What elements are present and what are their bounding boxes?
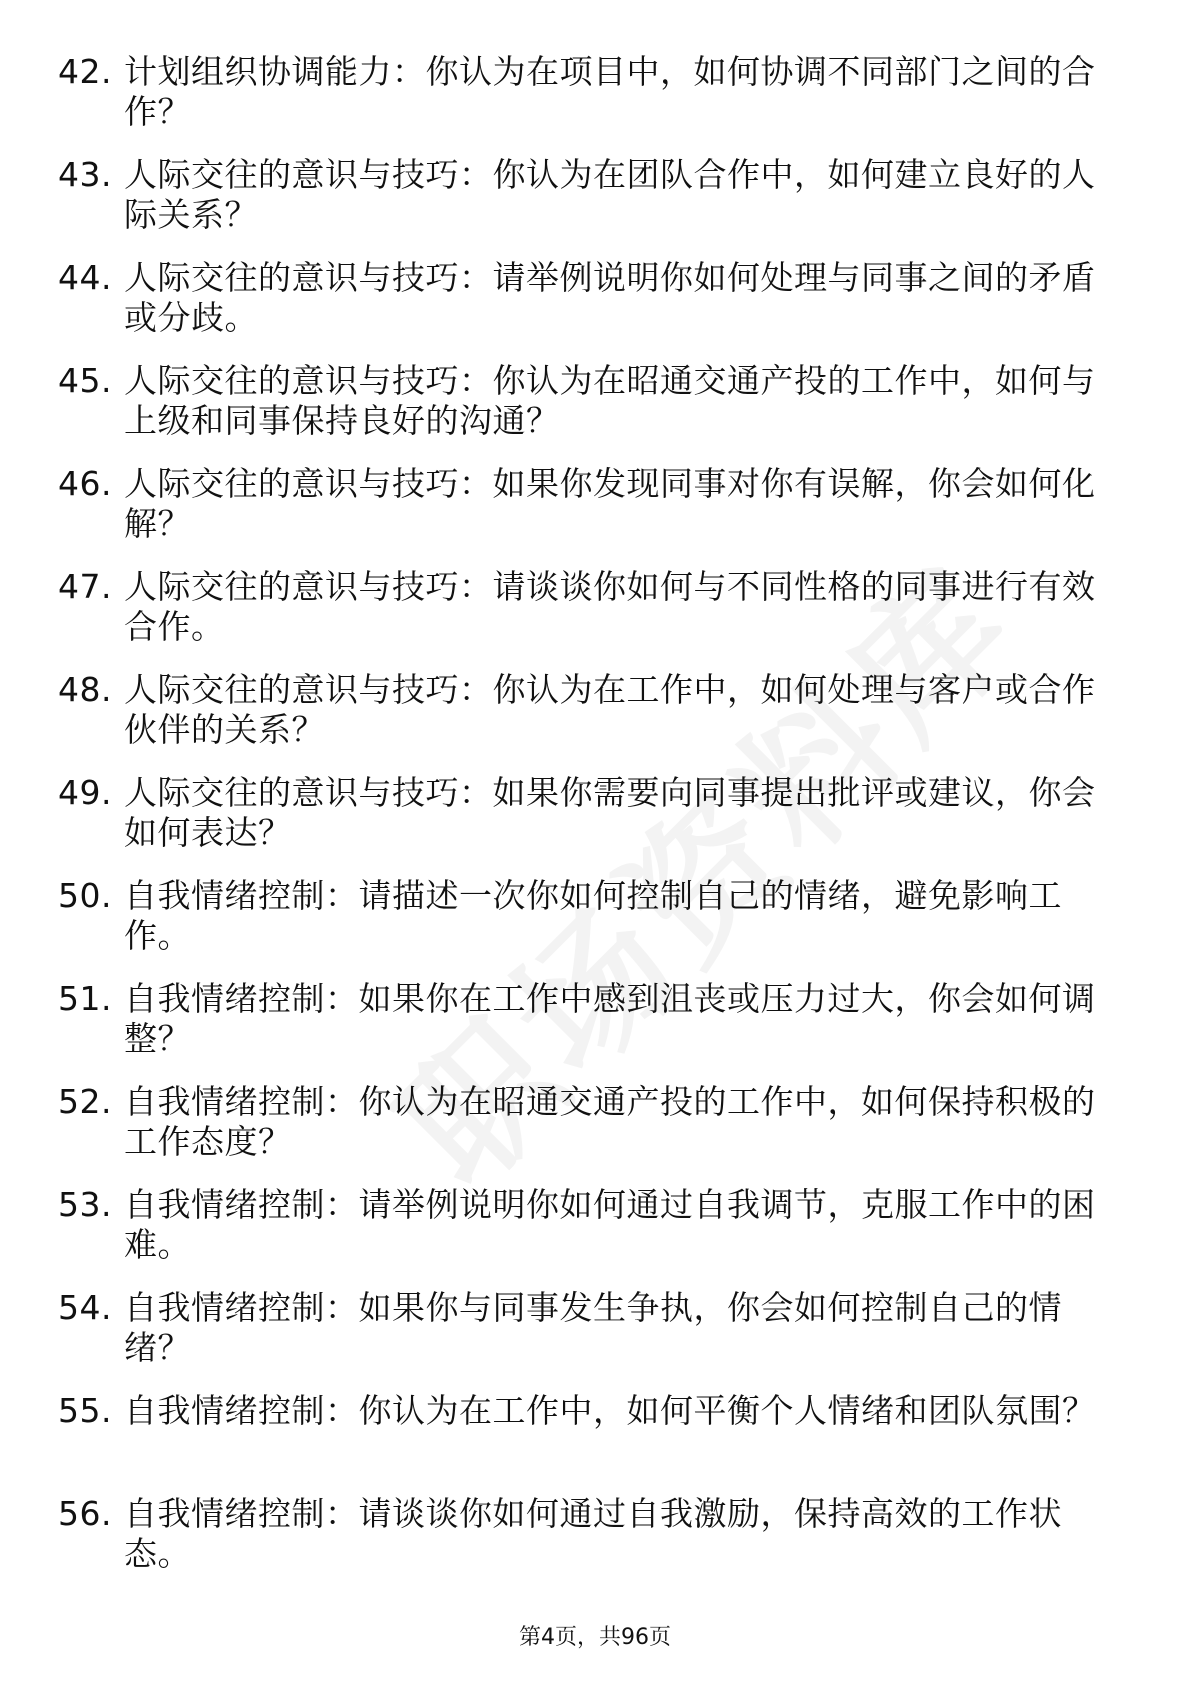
question-item xyxy=(58,1185,1118,1288)
question-number: 50. xyxy=(58,876,112,915)
question-number: 44. xyxy=(58,258,112,297)
question-item xyxy=(58,979,1118,1082)
question-number: 43. xyxy=(58,155,112,194)
question-number: 45. xyxy=(58,361,112,400)
question-text: 自我情绪控制：请举例说明你如何通过自我调节，克服工作中的困难。 xyxy=(124,1185,1096,1264)
question-item xyxy=(58,876,1118,979)
question-text: 人际交往的意识与技巧：如果你发现同事对你有误解，你会如何化解？ xyxy=(124,464,1096,543)
question-text: 自我情绪控制：如果你与同事发生争执，你会如何控制自己的情绪？ xyxy=(124,1288,1062,1367)
question-number: 51. xyxy=(58,979,112,1018)
question-number: 55. xyxy=(58,1391,112,1430)
question-text: 自我情绪控制：请谈谈你如何通过自我激励，保持高效的工作状态。 xyxy=(124,1494,1062,1573)
question-item xyxy=(58,567,1118,670)
question-text: 人际交往的意识与技巧：你认为在昭通交通产投的工作中，如何与上级和同事保持良好的沟通？ xyxy=(124,361,1096,440)
question-text: 计划组织协调能力：你认为在项目中，如何协调不同部门之间的合作？ xyxy=(124,52,1096,131)
question-item xyxy=(58,258,1118,361)
question-text: 人际交往的意识与技巧：你认为在工作中，如何处理与客户或合作伙伴的关系？ xyxy=(124,670,1096,749)
question-text: 人际交往的意识与技巧：如果你需要向同事提出批评或建议，你会如何表达？ xyxy=(124,773,1096,852)
question-number: 54. xyxy=(58,1288,112,1327)
question-item xyxy=(58,670,1118,773)
question-number: 42. xyxy=(58,52,112,91)
question-list xyxy=(58,52,1118,1597)
question-number: 46. xyxy=(58,464,112,503)
question-item xyxy=(58,1391,1118,1494)
question-item xyxy=(58,1494,1118,1597)
question-number: 52. xyxy=(58,1082,112,1121)
question-item xyxy=(58,464,1118,567)
question-number: 47. xyxy=(58,567,112,606)
question-item xyxy=(58,1288,1118,1391)
question-text: 自我情绪控制：你认为在昭通交通产投的工作中，如何保持积极的工作态度？ xyxy=(124,1082,1096,1161)
question-text: 人际交往的意识与技巧：请举例说明你如何处理与同事之间的矛盾或分歧。 xyxy=(124,258,1096,337)
question-text: 人际交往的意识与技巧：你认为在团队合作中，如何建立良好的人际关系？ xyxy=(124,155,1096,234)
question-number: 56. xyxy=(58,1494,112,1533)
question-item xyxy=(58,361,1118,464)
question-number: 49. xyxy=(58,773,112,812)
question-item xyxy=(58,773,1118,876)
question-text: 自我情绪控制：你认为在工作中，如何平衡个人情绪和团队氛围？ xyxy=(124,1391,1096,1430)
question-item xyxy=(58,155,1118,258)
question-text: 自我情绪控制：如果你在工作中感到沮丧或压力过大，你会如何调整？ xyxy=(124,979,1096,1058)
question-text: 人际交往的意识与技巧：请谈谈你如何与不同性格的同事进行有效合作。 xyxy=(124,567,1096,646)
question-number: 48. xyxy=(58,670,112,709)
question-number: 53. xyxy=(58,1185,112,1224)
question-item xyxy=(58,52,1118,155)
question-text: 自我情绪控制：请描述一次你如何控制自己的情绪，避免影响工作。 xyxy=(124,876,1062,955)
question-item xyxy=(58,1082,1118,1185)
page-footer: 第4页，共96页 xyxy=(519,1625,671,1650)
